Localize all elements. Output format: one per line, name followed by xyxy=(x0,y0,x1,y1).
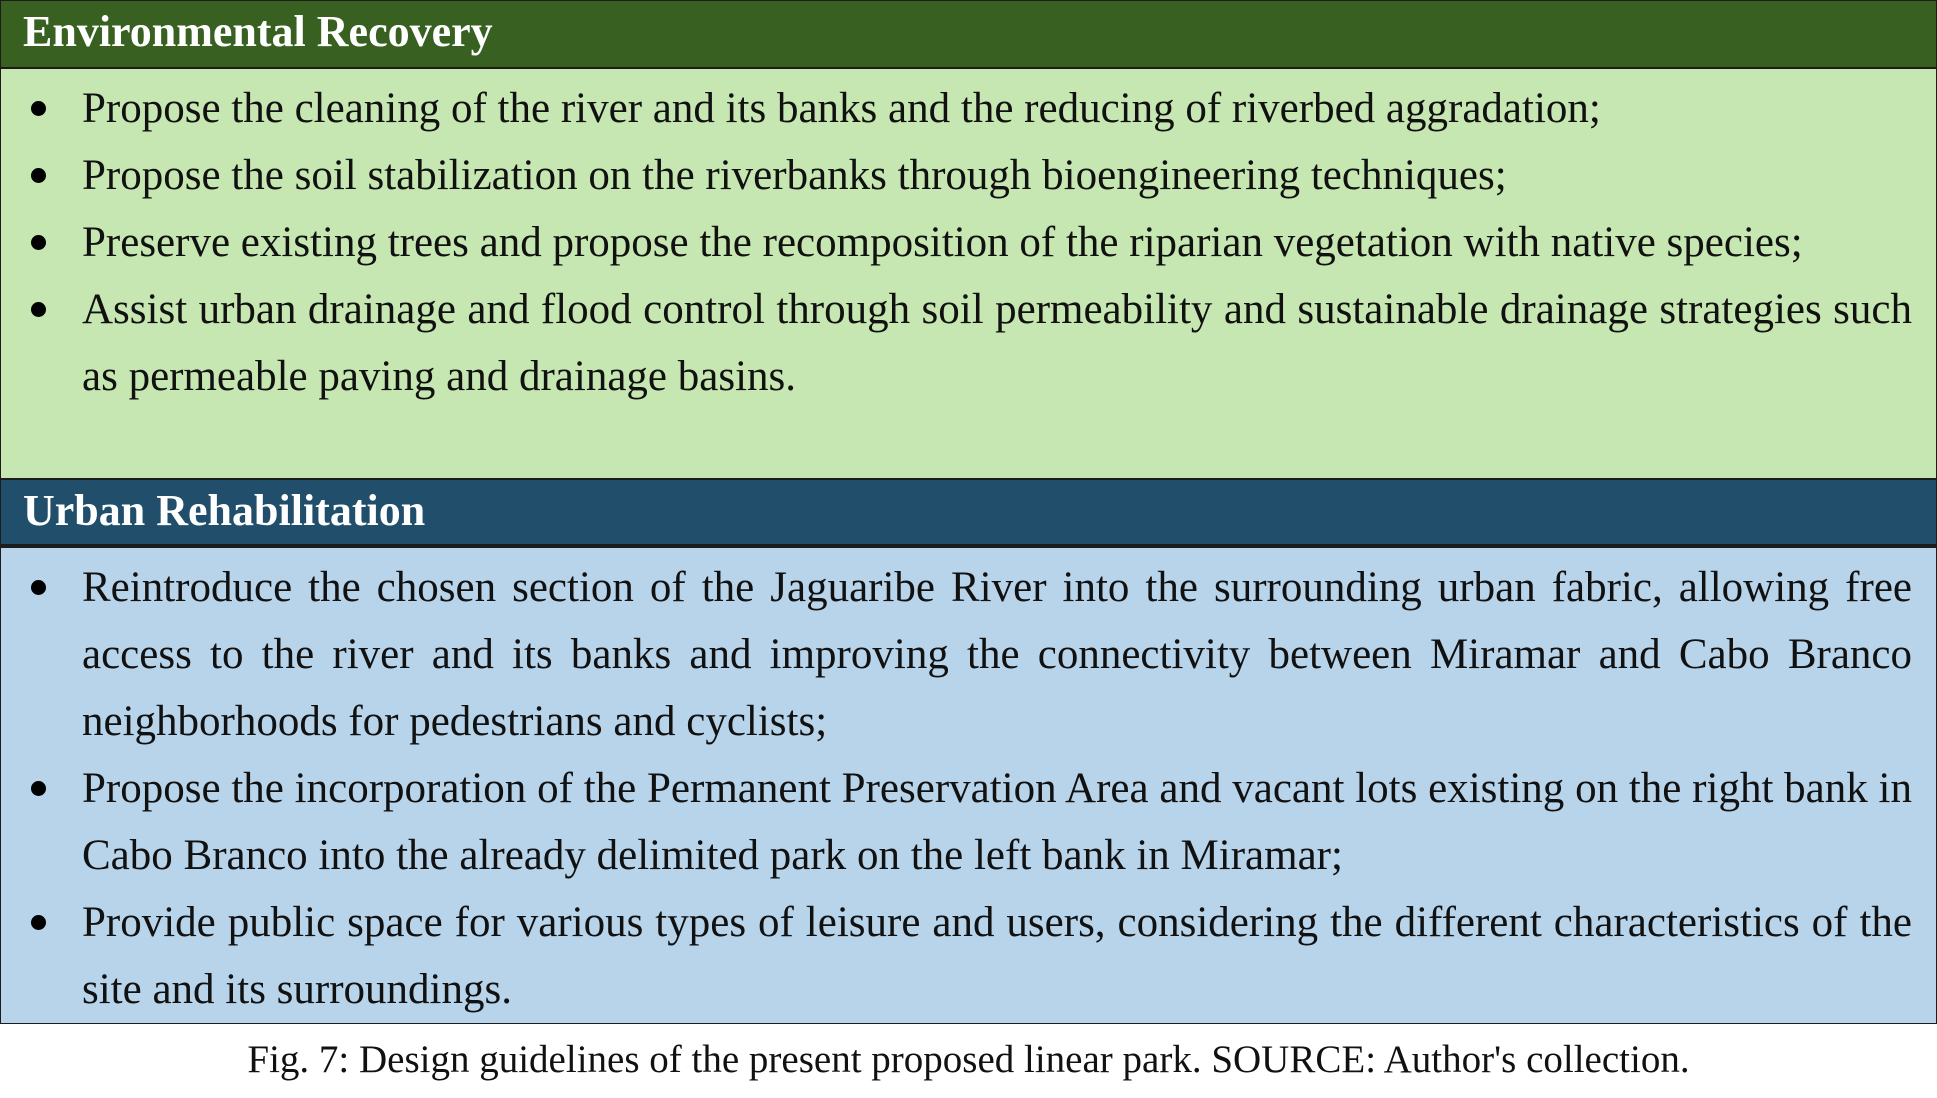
urban-rehabilitation-body xyxy=(1,546,1936,1023)
list-item-text: Assist urban drainage and flood control through soil permeability and sustainable drainage strategies such as permeable paving and drainage basins. xyxy=(82,286,1912,400)
list-item xyxy=(23,75,1912,142)
list-item xyxy=(23,755,1912,889)
environmental-recovery-body xyxy=(1,69,1936,478)
list-item xyxy=(23,276,1912,410)
urban-rehabilitation-list xyxy=(23,554,1912,1023)
bullet-icon xyxy=(31,915,46,930)
environmental-recovery-list xyxy=(23,75,1912,410)
list-item-text: Propose the soil stabilization on the riverbanks through bioengineering techniques; xyxy=(82,152,1507,199)
bullet-icon xyxy=(31,580,46,595)
list-item-text: Propose the incorporation of the Permanent Preservation Area and vacant lots existing on the right bank in Cabo Branco into the already delimited park on the left bank in Miramar; xyxy=(82,765,1912,879)
bullet-icon xyxy=(31,781,46,796)
list-item-text: Provide public space for various types of leisure and users, considering the different characteristics of the site and its surroundings. xyxy=(82,899,1912,1013)
bullet-icon xyxy=(31,168,46,183)
list-item xyxy=(23,142,1912,209)
list-item-text: Propose the cleaning of the river and its banks and the reducing of riverbed aggradation; xyxy=(82,85,1601,132)
list-item xyxy=(23,889,1912,1023)
environmental-recovery-header: Environmental Recovery xyxy=(1,1,1936,69)
figure-caption: Fig. 7: Design guidelines of the present proposed linear park. SOURCE: Author's collection. xyxy=(247,1038,1690,1081)
urban-rehabilitation-header: Urban Rehabilitation xyxy=(1,478,1936,546)
bullet-icon xyxy=(31,302,46,317)
list-item xyxy=(23,554,1912,755)
bullet-icon xyxy=(31,235,46,250)
list-item xyxy=(23,209,1912,276)
list-item-text: Reintroduce the chosen section of the Jaguaribe River into the surrounding urban fabric, allowing free access to the river and its banks and improving the connectivity between Miramar and Cabo Branco neighborhoods for pedestrians and cyclists; xyxy=(82,564,1912,745)
list-item-text: Preserve existing trees and propose the recomposition of the riparian vegetation with native species; xyxy=(82,219,1803,266)
bullet-icon xyxy=(31,101,46,116)
